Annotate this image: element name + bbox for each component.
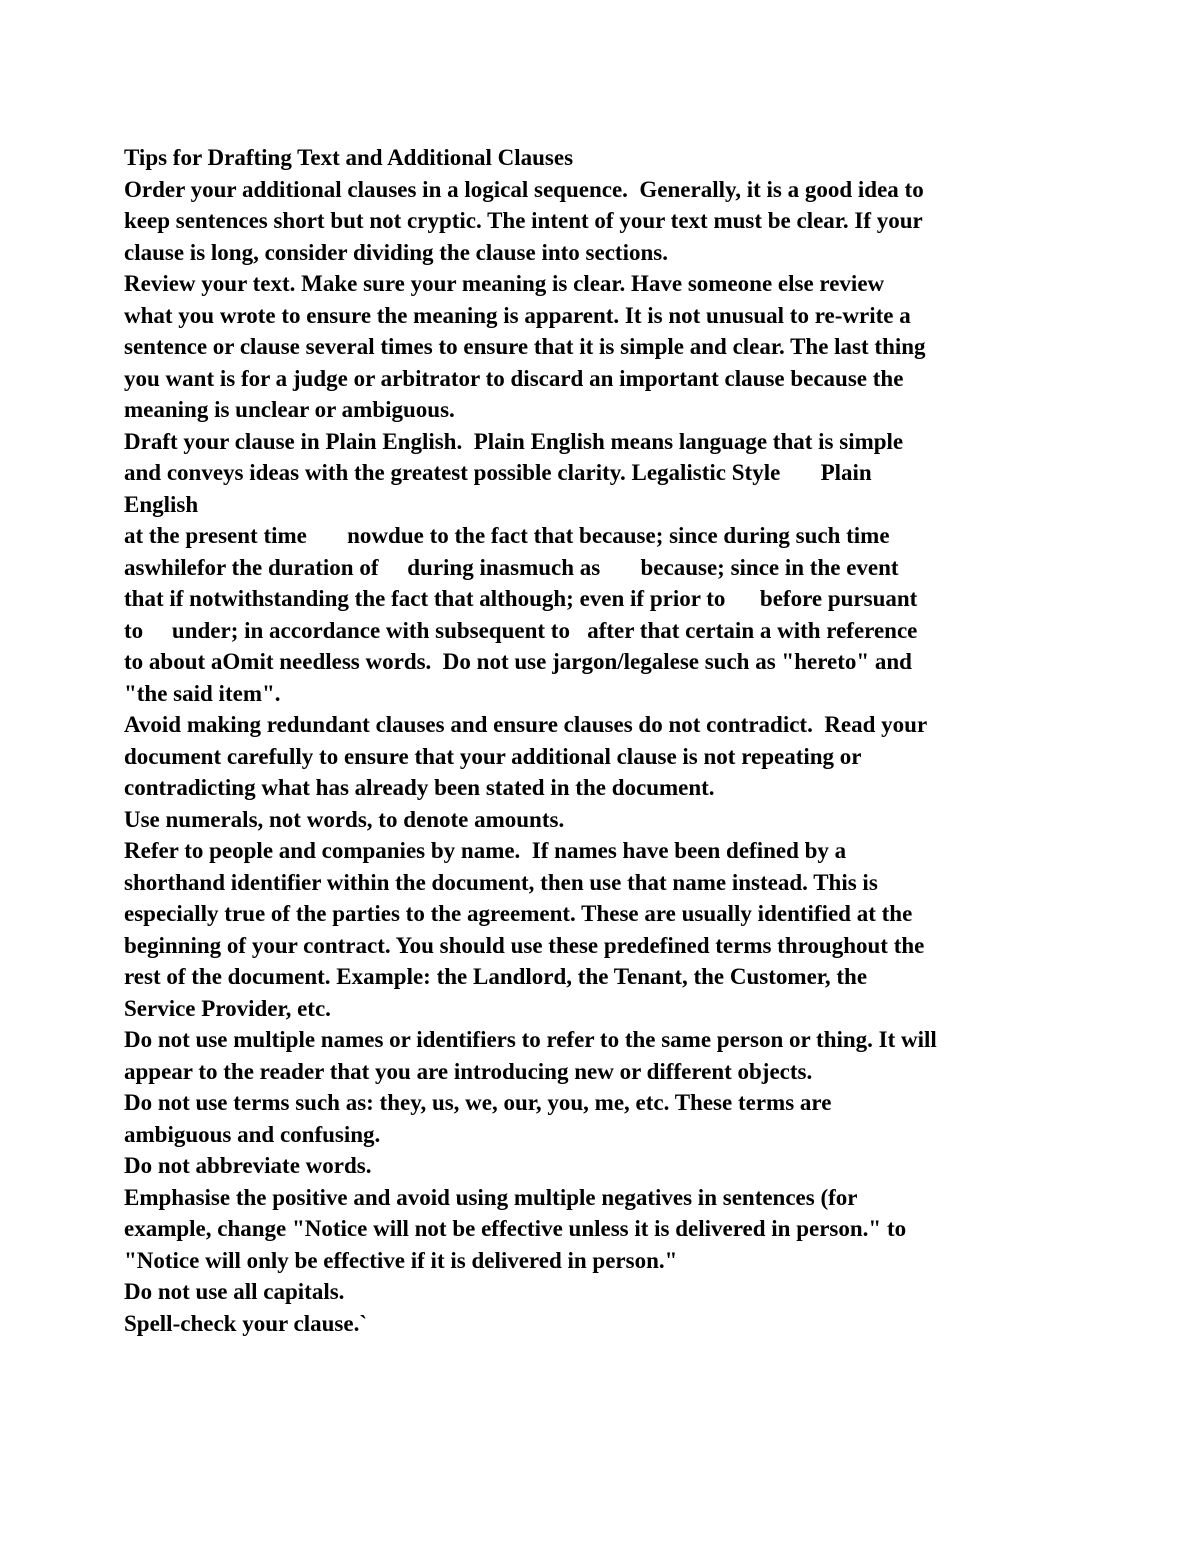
text-line: example, change "Notice will not be effective unless it is delivered in person." to	[124, 1216, 907, 1241]
text-line: keep sentences short but not cryptic. The intent of your text must be clear. If your	[124, 208, 923, 233]
text-line: Order your additional clauses in a logical sequence. Generally, it is a good idea to	[124, 176, 924, 202]
text-line: shorthand identifier within the document, then use that name instead. This is	[124, 869, 878, 895]
text-line: sentence or clause several times to ensure that it is simple and clear. The last thing	[124, 334, 926, 359]
text-line: clause is long, consider dividing the clause into sections.	[124, 239, 668, 265]
text-line: that if notwithstanding the fact that although; even if prior to before pursuant	[124, 586, 918, 611]
text-line: Use numerals, not words, to denote amounts.	[124, 806, 565, 832]
text-line: especially true of the parties to the agreement. These are usually identified at the	[124, 901, 913, 926]
text-line: Avoid making redundant clauses and ensure clauses do not contradict. Read your	[124, 712, 928, 737]
text-line: Do not use terms such as: they, us, we, our, you, me, etc. These terms are	[124, 1090, 832, 1115]
text-line: to under; in accordance with subsequent to after that certain a with reference	[124, 617, 918, 643]
document-body	[124, 142, 1104, 1339]
text-line: document carefully to ensure that your additional clause is not repeating or	[124, 743, 862, 769]
text-line: contradicting what has already been stated in the document.	[124, 775, 715, 800]
text-line: Do not abbreviate words.	[124, 1153, 372, 1178]
text-line: "Notice will only be effective if it is delivered in person."	[124, 1247, 678, 1273]
text-line: Do not use multiple names or identifiers to refer to the same person or thing. It will	[124, 1027, 937, 1052]
text-line: Refer to people and companies by name. If names have been defined by a	[124, 838, 847, 863]
text-line: to about aOmit needless words. Do not use jargon/legalese such as "hereto" and	[124, 649, 912, 674]
text-line: meaning is unclear or ambiguous.	[124, 397, 455, 422]
document-title: Tips for Drafting Text and Additional Clauses	[124, 145, 574, 170]
text-line: appear to the reader that you are introducing new or different objects.	[124, 1058, 813, 1084]
text-line: at the present time nowdue to the fact that because; since during such time	[124, 523, 890, 548]
text-line: Emphasise the positive and avoid using multiple negatives in sentences (for	[124, 1184, 858, 1210]
text-line: and conveys ideas with the greatest possible clarity. Legalistic Style Plain	[124, 460, 872, 485]
text-line: beginning of your contract. You should use these predefined terms throughout the	[124, 932, 925, 958]
text-line: what you wrote to ensure the meaning is apparent. It is not unusual to re-write a	[124, 302, 911, 328]
text-line: Draft your clause in Plain English. Plain English means language that is simple	[124, 428, 904, 454]
text-line: rest of the document. Example: the Landlord, the Tenant, the Customer, the	[124, 964, 868, 989]
text-line: aswhilefor the duration of during inasmuch as because; since in the event	[124, 554, 899, 580]
text-line: you want is for a judge or arbitrator to discard an important clause because the	[124, 365, 904, 391]
text-line: Spell-check your clause.`	[124, 1310, 367, 1336]
text-line: ambiguous and confusing.	[124, 1121, 381, 1147]
text-line: Review your text. Make sure your meaning is clear. Have someone else review	[124, 271, 885, 296]
text-line: Do not use all capitals.	[124, 1279, 345, 1304]
text-line: "the said item".	[124, 680, 281, 706]
text-line: Service Provider, etc.	[124, 995, 331, 1021]
text-line: English	[124, 491, 199, 517]
